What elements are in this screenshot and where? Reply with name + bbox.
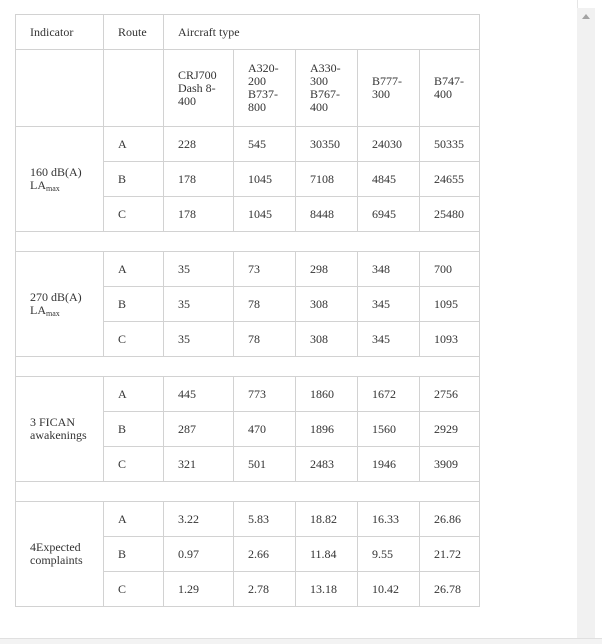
value-cell: 1672 xyxy=(358,377,420,412)
route-cell: B xyxy=(104,537,164,572)
indicator-cell xyxy=(16,127,104,232)
vertical-scrollbar[interactable] xyxy=(577,8,595,642)
value-cell: 1860 xyxy=(296,377,358,412)
table-row xyxy=(16,127,480,162)
route-cell: C xyxy=(104,322,164,357)
value-cell: 11.84 xyxy=(296,537,358,572)
blank-cell xyxy=(104,50,164,127)
value-cell: 1560 xyxy=(358,412,420,447)
value-cell: 9.55 xyxy=(358,537,420,572)
indicator-subscript: max xyxy=(46,184,60,193)
value-cell: 2929 xyxy=(420,412,480,447)
section-spacer-row xyxy=(16,482,480,502)
value-cell: 0.97 xyxy=(164,537,234,572)
value-cell: 78 xyxy=(234,322,296,357)
indicator-label: 3 FICAN awakenings xyxy=(30,415,87,442)
value-cell: 1.29 xyxy=(164,572,234,607)
spacer-cell xyxy=(16,482,480,502)
aircraft-a320-b737: A320-200 B737-800 xyxy=(234,50,296,127)
value-cell: 700 xyxy=(420,252,480,287)
value-cell: 35 xyxy=(164,322,234,357)
value-cell: 2.78 xyxy=(234,572,296,607)
route-cell: A xyxy=(104,502,164,537)
scroll-up-button[interactable] xyxy=(577,8,595,24)
value-cell: 1045 xyxy=(234,162,296,197)
route-cell: B xyxy=(104,287,164,322)
value-cell: 13.18 xyxy=(296,572,358,607)
value-cell: 348 xyxy=(358,252,420,287)
value-cell: 21.72 xyxy=(420,537,480,572)
aircraft-type-header: Aircraft type xyxy=(164,15,480,50)
aircraft-b747: B747-400 xyxy=(420,50,480,127)
value-cell: 2483 xyxy=(296,447,358,482)
value-cell: 773 xyxy=(234,377,296,412)
aircraft-crj700-dash8: CRJ700 Dash 8-400 xyxy=(164,50,234,127)
indicator-header: Indicator xyxy=(16,15,104,50)
route-cell: C xyxy=(104,447,164,482)
value-cell: 18.82 xyxy=(296,502,358,537)
value-cell: 50335 xyxy=(420,127,480,162)
value-cell: 26.86 xyxy=(420,502,480,537)
value-cell: 545 xyxy=(234,127,296,162)
value-cell: 16.33 xyxy=(358,502,420,537)
route-cell: A xyxy=(104,252,164,287)
value-cell: 228 xyxy=(164,127,234,162)
value-cell: 1946 xyxy=(358,447,420,482)
value-cell: 501 xyxy=(234,447,296,482)
value-cell: 308 xyxy=(296,322,358,357)
aircraft-a330-b767: A330-300 B767-400 xyxy=(296,50,358,127)
value-cell: 4845 xyxy=(358,162,420,197)
value-cell: 78 xyxy=(234,287,296,322)
value-cell: 35 xyxy=(164,252,234,287)
indicator-label: 4Expected complaints xyxy=(30,540,83,567)
route-cell: A xyxy=(104,377,164,412)
indicator-cell xyxy=(16,502,104,607)
noise-indicator-table xyxy=(15,14,480,607)
value-cell: 25480 xyxy=(420,197,480,232)
indicator-cell xyxy=(16,252,104,357)
value-cell: 30350 xyxy=(296,127,358,162)
value-cell: 5.83 xyxy=(234,502,296,537)
indicator-label: 270 dB(A) LA xyxy=(30,290,82,317)
value-cell: 298 xyxy=(296,252,358,287)
value-cell: 7108 xyxy=(296,162,358,197)
route-cell: B xyxy=(104,412,164,447)
value-cell: 3909 xyxy=(420,447,480,482)
value-cell: 308 xyxy=(296,287,358,322)
value-cell: 1093 xyxy=(420,322,480,357)
value-cell: 470 xyxy=(234,412,296,447)
value-cell: 345 xyxy=(358,287,420,322)
route-cell: A xyxy=(104,127,164,162)
value-cell: 1045 xyxy=(234,197,296,232)
route-cell: C xyxy=(104,197,164,232)
spacer-cell xyxy=(16,232,480,252)
section-spacer-row xyxy=(16,232,480,252)
value-cell: 1896 xyxy=(296,412,358,447)
aircraft-b777: B777-300 xyxy=(358,50,420,127)
value-cell: 178 xyxy=(164,197,234,232)
value-cell: 2756 xyxy=(420,377,480,412)
blank-cell xyxy=(16,50,104,127)
route-cell: B xyxy=(104,162,164,197)
value-cell: 24030 xyxy=(358,127,420,162)
header-row xyxy=(16,15,480,50)
value-cell: 73 xyxy=(234,252,296,287)
value-cell: 2.66 xyxy=(234,537,296,572)
table-row xyxy=(16,252,480,287)
spacer-cell xyxy=(16,357,480,377)
route-header: Route xyxy=(104,15,164,50)
value-cell: 24655 xyxy=(420,162,480,197)
value-cell: 1095 xyxy=(420,287,480,322)
value-cell: 35 xyxy=(164,287,234,322)
chevron-up-icon xyxy=(582,14,590,19)
value-cell: 345 xyxy=(358,322,420,357)
value-cell: 287 xyxy=(164,412,234,447)
value-cell: 445 xyxy=(164,377,234,412)
indicator-subscript: max xyxy=(46,309,60,318)
indicator-cell xyxy=(16,377,104,482)
value-cell: 10.42 xyxy=(358,572,420,607)
aircraft-row xyxy=(16,50,480,127)
section-spacer-row xyxy=(16,357,480,377)
value-cell: 6945 xyxy=(358,197,420,232)
value-cell: 321 xyxy=(164,447,234,482)
table-row xyxy=(16,377,480,412)
value-cell: 3.22 xyxy=(164,502,234,537)
value-cell: 26.78 xyxy=(420,572,480,607)
value-cell: 8448 xyxy=(296,197,358,232)
indicator-label: 160 dB(A) LA xyxy=(30,165,82,192)
bottom-edge xyxy=(0,638,602,644)
value-cell: 178 xyxy=(164,162,234,197)
route-cell: C xyxy=(104,572,164,607)
table-row xyxy=(16,502,480,537)
